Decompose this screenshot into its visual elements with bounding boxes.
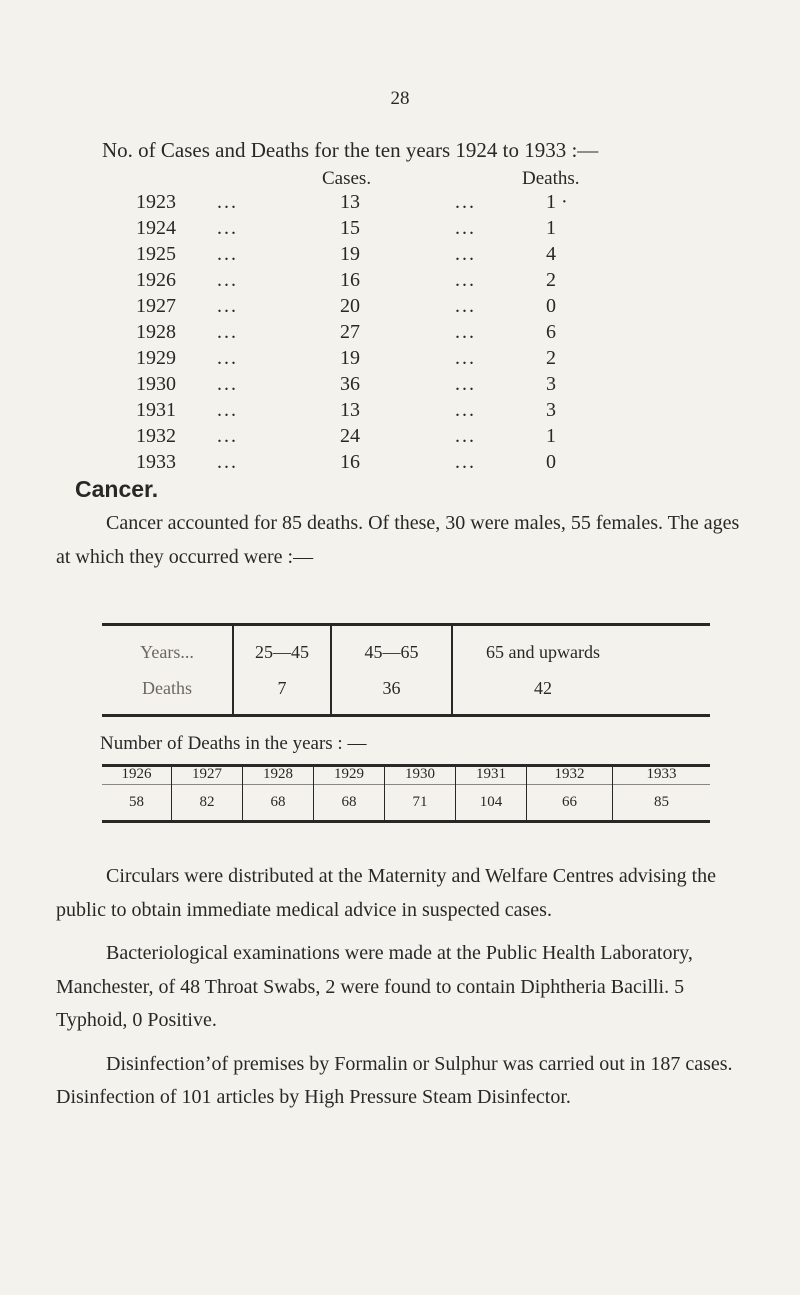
table-bottom-rule — [102, 820, 710, 823]
year-cell: 1923 — [136, 191, 176, 213]
body-paragraphs — [56, 860, 746, 1115]
deaths-cell: 3 — [546, 399, 556, 421]
deaths-cell: 71 — [412, 794, 428, 810]
leader-dots: ... — [217, 243, 238, 265]
column-divider — [232, 626, 234, 714]
leader-dots: ... — [455, 191, 476, 213]
cases-cell: 19 — [340, 243, 360, 265]
cases-cell: 36 — [340, 373, 360, 395]
row-label-deaths: Deaths — [142, 678, 192, 698]
disinfection-paragraph: Disinfectionʼof premises by Formalin or Sulphur was carried out in 187 cases. Disinfection of 101 articles by High Pressure Steam Disinfector. — [56, 1052, 733, 1108]
deaths-cell: 58 — [129, 794, 144, 810]
deaths-cell: 68 — [270, 794, 286, 810]
leader-dots: ... — [455, 243, 476, 265]
cancer-heading: Cancer. — [75, 476, 159, 502]
row-label-years: Years... — [140, 642, 194, 662]
leader-dots: ... — [455, 269, 476, 291]
year-header-cell: 1933 — [646, 766, 677, 782]
page-number: 28 — [390, 88, 410, 109]
leader-dots: ... — [455, 295, 476, 317]
deaths-cell: 6 — [546, 321, 556, 343]
table-row — [0, 321, 800, 347]
paragraph-text: Cancer accounted for 85 deaths. Of these, 30 were males, 55 females. The ages at which they occurred were :— — [56, 512, 740, 568]
leader-dots: ... — [217, 321, 238, 343]
year-cell: 1930 — [136, 373, 176, 395]
year-header-cell: 1927 — [192, 766, 222, 782]
year-cell: 1929 — [136, 347, 176, 369]
leader-dots: ... — [217, 451, 238, 473]
deaths-cell: 68 — [341, 794, 357, 810]
year-header-cell: 1928 — [263, 766, 293, 782]
deaths-cell: 3 — [546, 373, 556, 395]
leader-dots: ... — [455, 399, 476, 421]
table-row — [0, 191, 800, 217]
year-cell: 1926 — [136, 269, 176, 291]
cases-cell: 27 — [340, 321, 360, 343]
table-intro: No. of Cases and Deaths for the ten years 1924 to 1933 :— — [102, 138, 599, 162]
leader-dots: ... — [217, 217, 238, 239]
table-row — [0, 399, 800, 425]
table-row — [0, 295, 800, 321]
deaths-cell: 2 — [546, 347, 556, 369]
year-header-cell: 1926 — [121, 766, 152, 782]
column-divider — [330, 626, 332, 714]
deaths-cell: 66 — [562, 794, 577, 810]
year-header-cell: 1929 — [334, 766, 364, 782]
leader-dots: ... — [217, 373, 238, 395]
year-header-cell: 1931 — [476, 766, 506, 782]
cases-cell: 16 — [340, 451, 360, 473]
deaths-cell: 36 — [382, 678, 401, 698]
table-bottom-rule — [102, 714, 710, 717]
deaths-cell: 0 — [546, 451, 556, 473]
year-cell: 1924 — [136, 217, 176, 239]
leader-dots: ... — [217, 399, 238, 421]
year-header-cell: 1930 — [405, 766, 435, 782]
leader-dots: ... — [455, 425, 476, 447]
bacteriological-paragraph: Bacteriological examinations were made at the Public Health Laboratory, Manchester, of 48 Throat Swabs, 2 were found to contain Diphtheria Bacilli. 5 Typhoid, 0 Positive. — [56, 942, 693, 1031]
cases-header: Cases. — [322, 168, 372, 189]
deaths-cell: 1 · — [546, 191, 568, 213]
leader-dots: ... — [455, 217, 476, 239]
table-row — [0, 243, 800, 269]
deaths-cell: 85 — [654, 794, 669, 810]
leader-dots: ... — [217, 191, 238, 213]
table-top-rule — [102, 623, 710, 626]
deaths-cell: 1 — [546, 425, 556, 447]
deaths-cell: 7 — [277, 678, 287, 698]
deaths-cell: 2 — [546, 269, 556, 291]
cases-cell: 20 — [340, 295, 360, 317]
cases-cell: 24 — [340, 425, 360, 447]
deaths-header: Deaths. — [522, 168, 580, 189]
year-cell: 1928 — [136, 321, 176, 343]
deaths-cell: 1 — [546, 217, 556, 239]
year-cell: 1925 — [136, 243, 176, 265]
deaths-cell: 82 — [199, 794, 215, 810]
year-cell: 1932 — [136, 425, 176, 447]
table-row — [0, 217, 800, 243]
cases-cell: 19 — [340, 347, 360, 369]
table-row — [0, 451, 800, 477]
leader-dots: ... — [455, 347, 476, 369]
years-caption: Number of Deaths in the years : — — [100, 733, 367, 754]
deaths-cell: 4 — [546, 243, 556, 265]
table-middle-rule — [102, 784, 710, 785]
age-range-cell: 25—45 — [255, 642, 309, 662]
leader-dots: ... — [455, 373, 476, 395]
cases-cell: 16 — [340, 269, 360, 291]
leader-dots: ... — [217, 269, 238, 291]
table-row — [0, 347, 800, 373]
deaths-cell: 104 — [479, 794, 503, 810]
leader-dots: ... — [455, 321, 476, 343]
circulars-paragraph: Circulars were distributed at the Maternity and Welfare Centres advising the public to obtain immediate medical advice in suspected cases. — [56, 865, 717, 921]
year-cell: 1931 — [136, 399, 176, 421]
year-cell: 1933 — [136, 451, 176, 473]
cases-cell: 13 — [340, 399, 360, 421]
table-row — [0, 269, 800, 295]
table-row — [0, 425, 800, 451]
year-cell: 1927 — [136, 295, 176, 317]
deaths-cell: 0 — [546, 295, 556, 317]
cancer-paragraph — [56, 506, 746, 574]
year-header-cell: 1932 — [554, 766, 585, 782]
column-divider — [451, 626, 453, 714]
deaths-cell: 42 — [534, 678, 552, 698]
leader-dots: ... — [217, 425, 238, 447]
leader-dots: ... — [217, 347, 238, 369]
age-range-cell: 65 and upwards — [486, 642, 600, 662]
leader-dots: ... — [455, 451, 476, 473]
cases-cell: 13 — [340, 191, 360, 213]
age-range-cell: 45—65 — [364, 642, 419, 662]
leader-dots: ... — [217, 295, 238, 317]
table-row — [0, 373, 800, 399]
cases-cell: 15 — [340, 217, 360, 239]
